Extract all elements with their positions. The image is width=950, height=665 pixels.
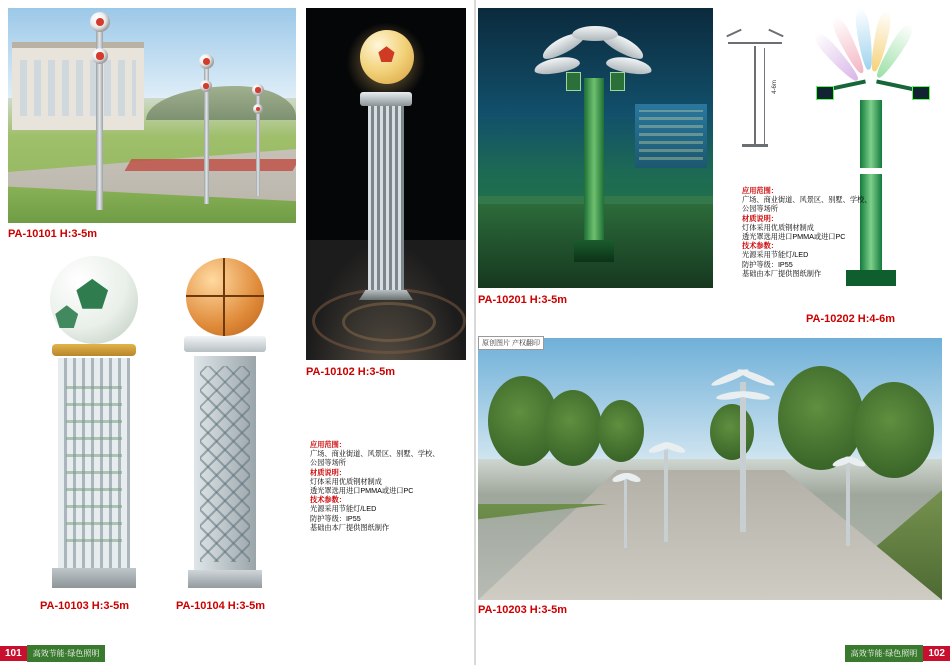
spec-scope-title: 应用范围： xyxy=(310,440,346,449)
lattice-pole-body xyxy=(194,356,256,572)
drawing-pole xyxy=(754,46,756,146)
caption-pa10202: PA-10202 H:4-6m xyxy=(806,313,896,325)
ball-accent-3 xyxy=(253,104,263,114)
lamp-head-left xyxy=(816,86,834,100)
footer-slogan-right: 高效节能·绿色照明 xyxy=(845,645,924,662)
spec-material-line2: 透光罩选用进口PMMA或进口PC xyxy=(742,232,846,242)
spec-tech-line3: 基础由本厂提供图纸制作 xyxy=(310,522,390,532)
dimension-label: 4-6m xyxy=(771,80,778,94)
soccer-ball-finial xyxy=(360,30,414,84)
caption-pa10103: PA-10103 H:3-5m xyxy=(40,600,130,612)
footer-left xyxy=(0,645,105,663)
spec-material-title: 材质说明： xyxy=(310,467,346,477)
copyright-watermark: 原创图片 产权翻印 xyxy=(478,336,544,350)
footer-slogan-left: 高效节能·绿色照明 xyxy=(27,645,106,662)
pole-collar xyxy=(360,92,412,106)
basketball-finial xyxy=(186,258,264,336)
street-lamp-4 xyxy=(846,464,850,546)
ball-finial-1 xyxy=(90,12,110,32)
ball-finial-3 xyxy=(252,84,264,96)
caption-pa10101: PA-10101 H:3-5m xyxy=(8,228,98,240)
spec-tech-line2: 防护等级：IP55 xyxy=(742,259,793,269)
spec-tech-title: 技术参数： xyxy=(310,495,346,505)
product-photo-pa10203 xyxy=(478,338,942,600)
spec-block-right xyxy=(742,186,872,278)
red-walkway xyxy=(125,159,296,171)
drawing-crossarm xyxy=(728,42,782,44)
spec-material-line2: 透光罩选用进口PMMA或进口PC xyxy=(310,486,414,496)
caption-pa10102: PA-10102 H:3-5m xyxy=(306,366,396,378)
page-spine xyxy=(474,0,476,665)
street-lamp-2 xyxy=(664,450,668,542)
spec-material-title: 材质说明： xyxy=(742,213,778,223)
city-skyline xyxy=(635,104,707,168)
pole-body xyxy=(58,358,130,570)
product-photo-pa10101 xyxy=(8,8,296,223)
drawing-base xyxy=(742,144,768,147)
green-pole xyxy=(584,78,604,248)
page-number-right: 102 xyxy=(923,646,950,661)
spec-tech-title: 技术参数： xyxy=(742,241,778,251)
spec-tech-line3: 基础由本厂提供图纸制作 xyxy=(742,268,822,278)
product-photo-pa10104 xyxy=(168,252,280,598)
product-photo-pa10201 xyxy=(478,8,713,288)
lamp-head-2 xyxy=(610,72,625,91)
caption-pa10201: PA-10201 H:3-5m xyxy=(478,294,568,306)
soccer-ball-finial xyxy=(50,256,138,344)
technical-drawing-pa10202 xyxy=(716,12,794,172)
spec-material-line1: 灯体采用优质钢材制成 xyxy=(310,476,382,486)
caption-pa10104: PA-10104 H:3-5m xyxy=(176,600,266,612)
leaf-blade-5 xyxy=(572,26,618,41)
dimension-line xyxy=(764,48,765,144)
white-ring xyxy=(184,336,266,352)
spec-scope-title: 应用范围： xyxy=(742,186,778,195)
ball-finial-2 xyxy=(199,54,214,69)
lamp-head-right xyxy=(912,86,930,100)
drawing-leaf-2 xyxy=(768,29,783,38)
pole-band xyxy=(854,168,888,174)
pole-base xyxy=(188,570,262,588)
pole-base xyxy=(52,568,136,588)
product-photo-pa10102 xyxy=(306,8,466,360)
spec-scope-text: 广场、商业街道、风景区、别墅、学校、公园等场所 xyxy=(742,195,872,214)
drawing-leaf-1 xyxy=(726,29,741,38)
spec-tech-line1: 光源采用节能灯/LED xyxy=(742,250,809,260)
lamp-head-1 xyxy=(566,72,581,91)
building xyxy=(12,42,144,130)
footer-right xyxy=(845,645,950,663)
ball-accent-2 xyxy=(200,80,212,92)
spec-tech-line1: 光源采用节能灯/LED xyxy=(310,504,377,514)
pole-base xyxy=(574,240,614,262)
plaza-circle-inner xyxy=(342,302,436,342)
spec-scope-text: 广场、商业街道、风景区、别墅、学校、公园等场所 xyxy=(310,449,440,468)
page-number-left: 101 xyxy=(0,646,27,661)
spec-material-line1: 灯体采用优质钢材制成 xyxy=(742,222,814,232)
street-lamp-main xyxy=(740,382,746,532)
spec-tech-line2: 防护等级：IP55 xyxy=(310,513,361,523)
street-lamp-3 xyxy=(624,478,627,548)
product-photo-pa10103 xyxy=(34,252,152,598)
caption-pa10203: PA-10203 H:3-5m xyxy=(478,604,568,616)
ball-accent-1 xyxy=(92,48,108,64)
pole-shaft xyxy=(368,104,404,296)
gold-ring xyxy=(52,344,136,356)
spec-block-left xyxy=(310,440,440,532)
